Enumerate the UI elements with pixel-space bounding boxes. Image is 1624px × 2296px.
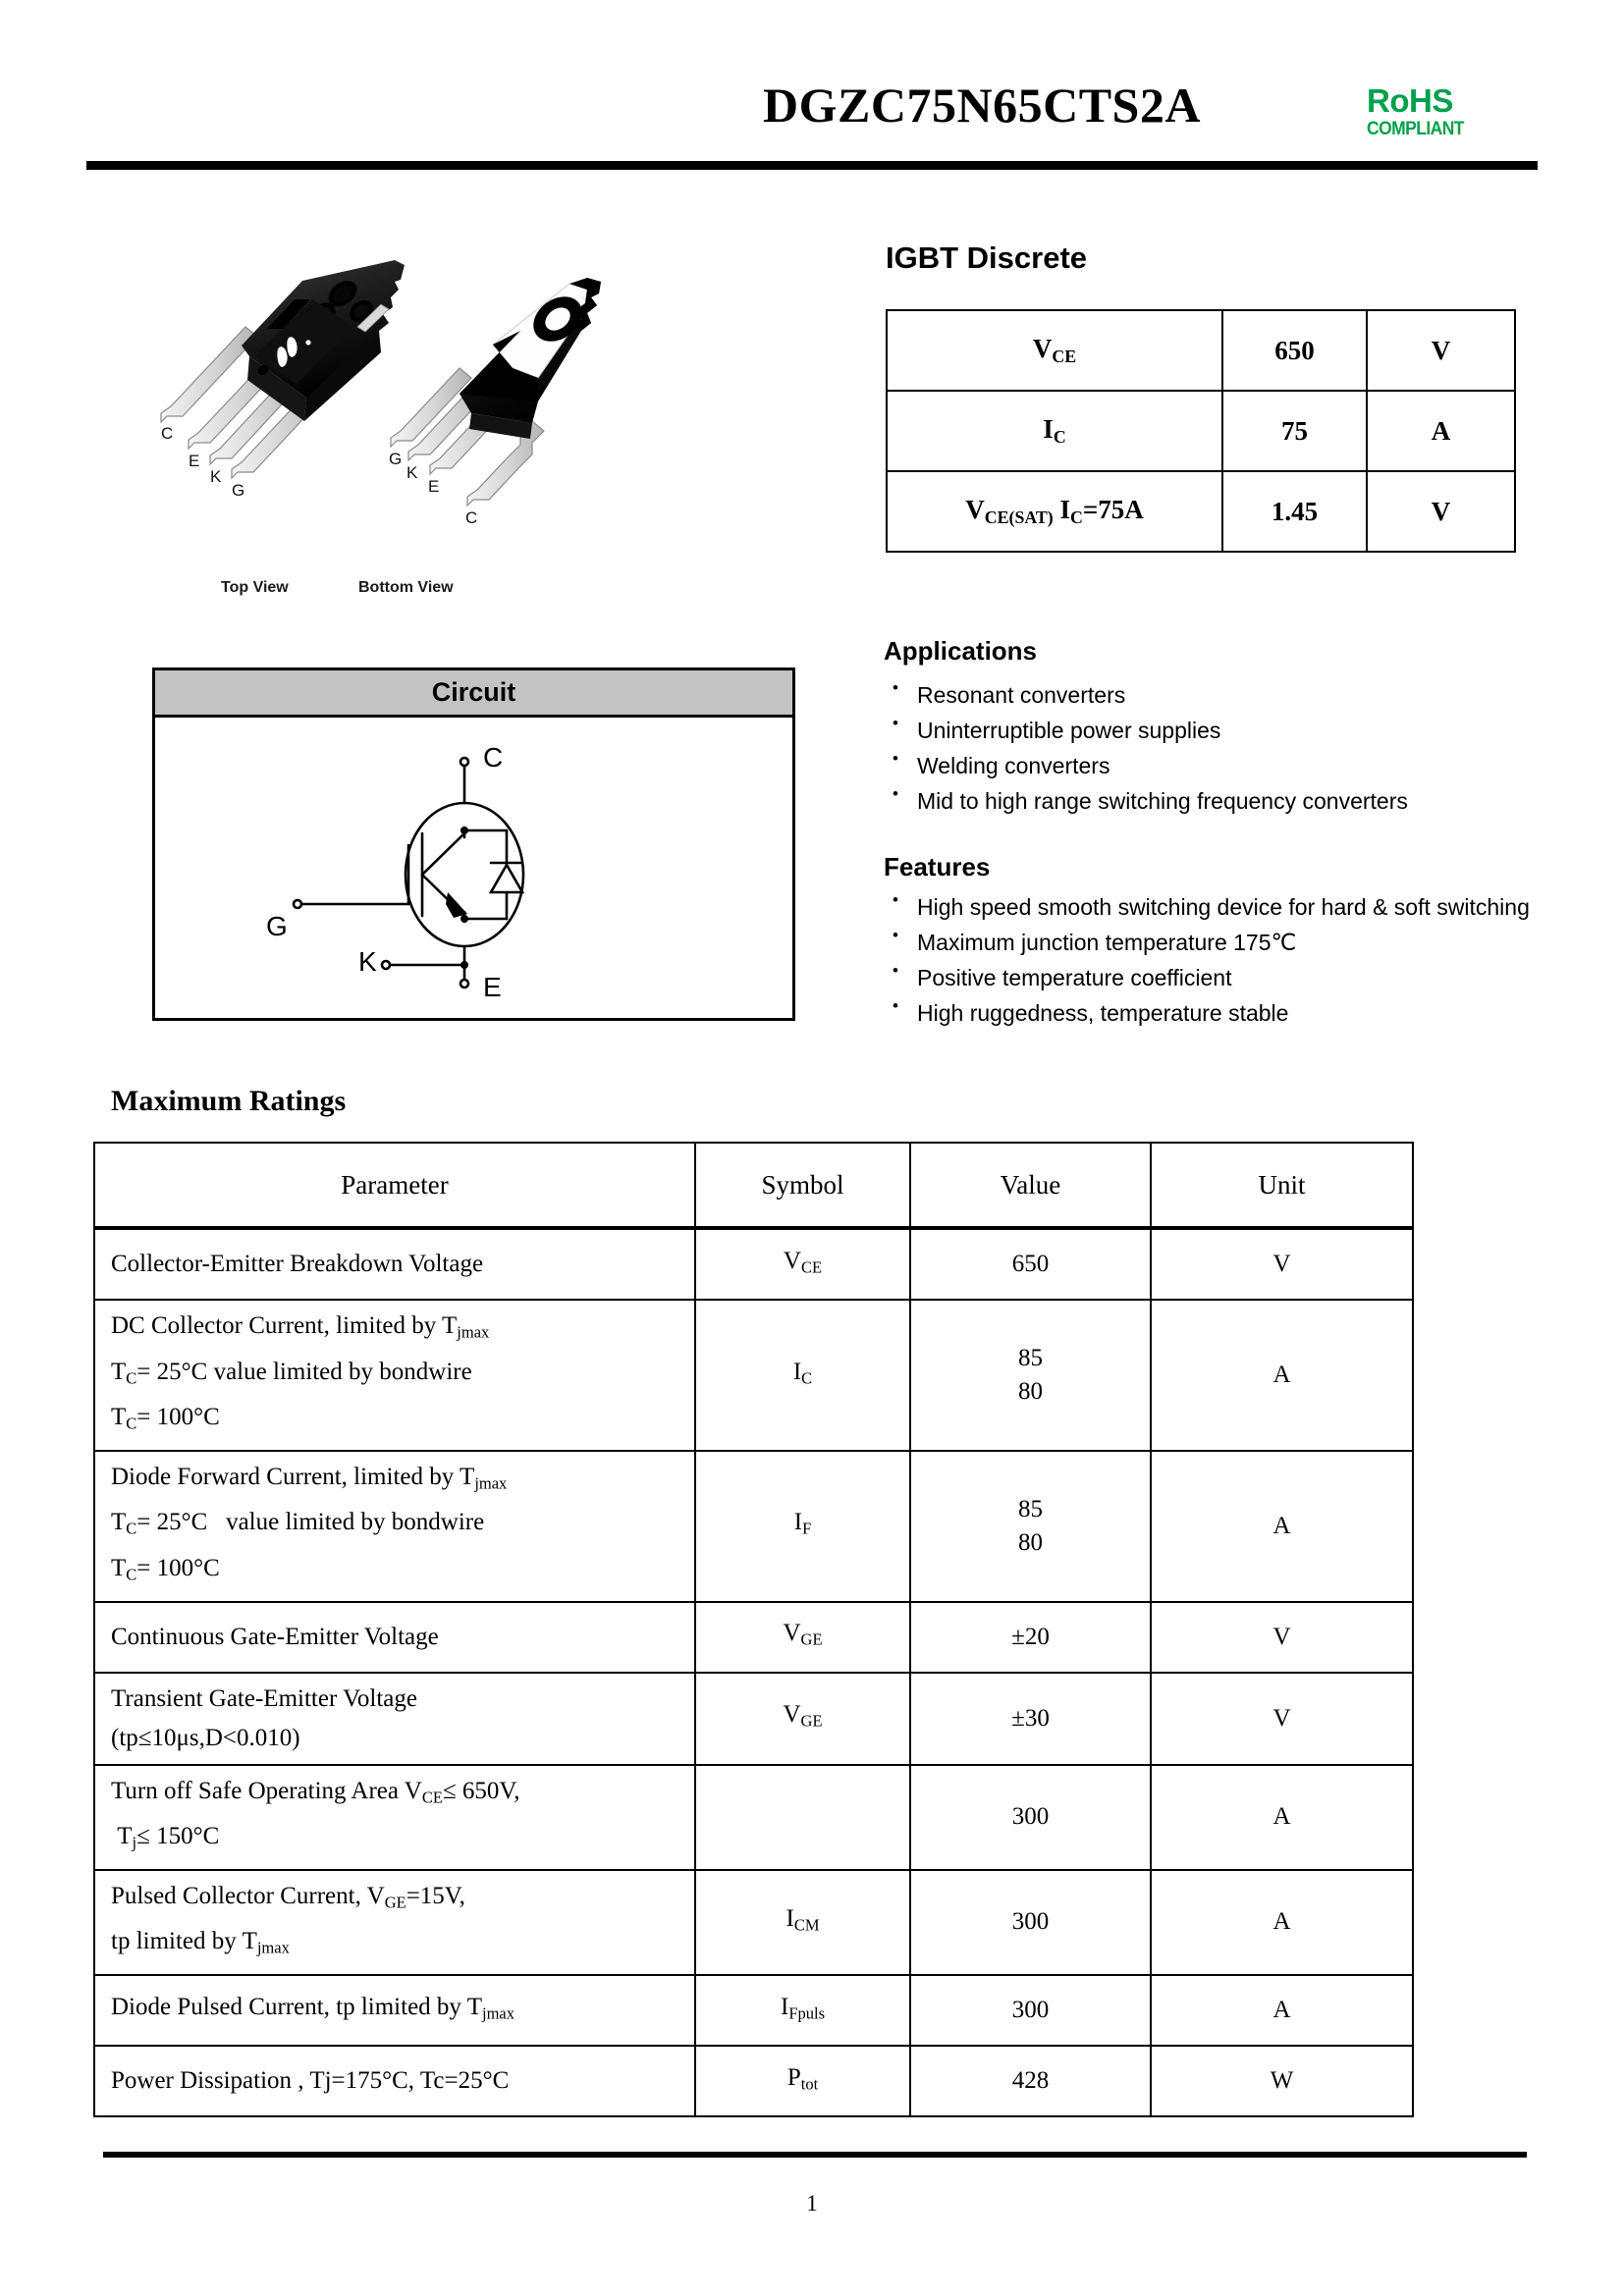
- rating-unit: A: [1151, 1975, 1413, 2046]
- rating-symbol: [695, 1300, 910, 1451]
- spec-symbol-main: I: [1043, 414, 1054, 444]
- param-line: $T_j\le 150^\circ C$: [111, 1823, 220, 1852]
- symbol-sub: CM: [793, 1915, 820, 1935]
- param-line: Collector-Emitter Breakdown Voltage: [111, 1251, 484, 1277]
- list-item: • Mid to high range switching frequency converters: [884, 785, 1561, 817]
- maximum-ratings-table: [93, 1142, 1414, 2117]
- spec-symbol-tail: I: [1053, 495, 1070, 524]
- table-row: [94, 1765, 1413, 1870]
- list-item: • Resonant converters: [884, 679, 1561, 711]
- rating-parameter: [94, 1975, 695, 2046]
- list-item: • Welding converters: [884, 750, 1561, 781]
- rating-unit: V: [1151, 1673, 1413, 1765]
- igbt-symbol: [155, 718, 792, 1021]
- list-item: • Uninterruptible power supplies: [884, 715, 1561, 746]
- param-line: (tp≤10μs,D<0.010): [111, 1724, 300, 1751]
- pin-label-bot-k: K: [406, 463, 418, 482]
- param-line: DC Collector Current, limited by $T_{jmax}$: [111, 1312, 490, 1342]
- spec-unit-ic: A: [1367, 391, 1515, 471]
- terminal-label-e: E: [483, 972, 502, 1002]
- param-line: $T_C= 25^\circ C$ value limited by bondwire: [111, 1358, 472, 1388]
- rating-parameter: [94, 1673, 695, 1765]
- list-item: • High speed smooth switching device for hard & soft switching: [884, 891, 1561, 923]
- spec-symbol-sub: CE: [1052, 346, 1077, 366]
- header-divider: [86, 161, 1538, 170]
- spec-symbol-sub: CE(SAT): [984, 507, 1054, 527]
- symbol-main: I: [792, 1358, 802, 1385]
- column-header-symbol: Symbol: [695, 1143, 910, 1228]
- symbol-sub: GE: [800, 1629, 823, 1649]
- rohs-compliant-label: COMPLIANT: [1367, 119, 1464, 139]
- param-line: $T_C= 100^\circ C$: [111, 1555, 220, 1584]
- rating-symbol: [695, 1975, 910, 2046]
- spec-symbol-tail2: =75A: [1082, 495, 1144, 524]
- rating-parameter: [94, 1765, 695, 1870]
- circuit-panel: [152, 667, 795, 1021]
- package-drawing: [147, 221, 609, 574]
- rating-parameter: [94, 1228, 695, 1300]
- spec-symbol-sub2: C: [1069, 507, 1083, 527]
- rating-unit: V: [1151, 1602, 1413, 1673]
- rating-symbol: [695, 1870, 910, 1975]
- column-header-unit: Unit: [1151, 1143, 1413, 1228]
- list-item: • High ruggedness, temperature stable: [884, 997, 1561, 1029]
- pin-label-bot-e: E: [428, 477, 440, 496]
- symbol-main: I: [780, 1993, 789, 2020]
- table-row: [94, 1673, 1413, 1765]
- top-view-caption: Top View: [221, 579, 289, 596]
- table-header-row: [94, 1143, 1413, 1228]
- spec-param-ic: [887, 391, 1222, 471]
- rohs-badge: [1367, 84, 1553, 141]
- rating-unit: A: [1151, 1765, 1413, 1870]
- param-line: $T_C= 25^\circ C$ value limited by bondwire: [111, 1509, 485, 1539]
- list-item: • Positive temperature coefficient: [884, 962, 1561, 993]
- rating-unit: W: [1151, 2046, 1413, 2116]
- spec-value-ic: 75: [1222, 391, 1367, 471]
- rating-unit: A: [1151, 1870, 1413, 1975]
- spec-param-vce: [887, 310, 1222, 391]
- maximum-ratings-heading: Maximum Ratings: [111, 1085, 347, 1117]
- rating-value: 428: [910, 2046, 1151, 2116]
- symbol-main: P: [786, 2063, 801, 2091]
- spec-unit-vce: V: [1367, 310, 1515, 391]
- circuit-diagram: [155, 718, 792, 1021]
- table-row: [887, 310, 1515, 391]
- symbol-sub: CE: [800, 1257, 823, 1277]
- symbol-main: V: [783, 1620, 801, 1647]
- param-line: Diode Pulsed Current, tp limited by $T_{jmax}$: [111, 1993, 514, 2023]
- symbol-sub: GE: [800, 1711, 823, 1731]
- spec-param-vcesat: [887, 471, 1222, 552]
- rating-parameter: [94, 1300, 695, 1451]
- table-row: [94, 1451, 1413, 1602]
- rating-value: 300: [910, 1975, 1151, 2046]
- rating-value: ±20: [910, 1602, 1151, 1673]
- rating-unit: A: [1151, 1451, 1413, 1602]
- rating-symbol: [695, 1228, 910, 1300]
- table-row: [94, 1602, 1413, 1673]
- bottom-view-caption: Bottom View: [358, 579, 454, 596]
- rating-unit: A: [1151, 1300, 1413, 1451]
- list-item: • Maximum junction temperature 175℃: [884, 927, 1561, 958]
- param-line: Transient Gate-Emitter Voltage: [111, 1684, 417, 1712]
- param-line: Pulsed Collector Current, $V_{GE}=15V$,: [111, 1882, 465, 1912]
- applications-heading: Applications: [884, 636, 1038, 666]
- rating-symbol: [695, 1602, 910, 1673]
- symbol-sub: F: [802, 1520, 812, 1539]
- product-heading: IGBT Discrete: [886, 240, 1088, 275]
- rating-symbol: [695, 2046, 910, 2116]
- package-illustration: [147, 221, 609, 574]
- symbol-main: I: [793, 1509, 803, 1536]
- table-row: [94, 1300, 1413, 1451]
- table-row: [94, 1228, 1413, 1300]
- rating-symbol: [695, 1451, 910, 1602]
- symbol-sub: tot: [800, 2074, 819, 2094]
- page-title: DGZC75N65CTS2A: [763, 78, 1201, 133]
- symbol-main: V: [783, 1247, 801, 1274]
- spec-value-vce: 650: [1222, 310, 1367, 391]
- page-number: 1: [806, 2191, 818, 2216]
- terminal-label-g: G: [266, 911, 288, 941]
- table-row: [887, 391, 1515, 471]
- spec-unit-vcesat: V: [1367, 471, 1515, 552]
- rohs-label: RoHS: [1367, 82, 1453, 119]
- rating-symbol: [695, 1765, 910, 1870]
- table-row: [94, 2046, 1413, 2116]
- features-heading: Features: [884, 852, 991, 881]
- param-line: tp limited by $T_{jmax}$: [111, 1928, 290, 1958]
- column-header-value: Value: [910, 1143, 1151, 1228]
- symbol-main: I: [785, 1905, 794, 1933]
- param-line: Continuous Gate-Emitter Voltage: [111, 1623, 439, 1650]
- terminal-label-c: C: [483, 742, 504, 773]
- rating-value: 650: [910, 1228, 1151, 1300]
- spec-symbol-main: V: [965, 495, 985, 524]
- footer-divider: [103, 2152, 1527, 2158]
- rating-value: 300: [910, 1870, 1151, 1975]
- param-line: $T_C= 100^\circ C$: [111, 1404, 220, 1433]
- applications-list: [884, 679, 1561, 821]
- symbol-main: V: [783, 1701, 801, 1729]
- rating-parameter: [94, 1602, 695, 1673]
- key-specs-table: [886, 309, 1516, 553]
- spec-symbol-main: V: [1032, 334, 1053, 363]
- rating-value: 300: [910, 1765, 1151, 1870]
- column-header-parameter: Parameter: [94, 1143, 695, 1228]
- terminal-label-k: K: [358, 946, 377, 977]
- rating-parameter: [94, 1451, 695, 1602]
- table-row: [94, 1975, 1413, 2046]
- symbol-sub: C: [801, 1368, 813, 1388]
- param-line: Turn off Safe Operating Area $V_{CE}\le 650V$,: [111, 1777, 520, 1807]
- param-line: Power Dissipation , Tj=175°C, Tc=25°C: [111, 2067, 510, 2095]
- pin-label-top-e: E: [189, 452, 200, 470]
- rating-symbol: [695, 1673, 910, 1765]
- pin-label-top-k: K: [210, 467, 222, 486]
- pin-label-bot-g: G: [389, 450, 403, 468]
- pin-label-bot-c: C: [465, 508, 478, 527]
- rating-parameter: [94, 1870, 695, 1975]
- rating-unit: V: [1151, 1228, 1413, 1300]
- circuit-title: Circuit: [155, 670, 792, 718]
- spec-symbol-sub: C: [1053, 426, 1066, 447]
- table-row: [94, 1870, 1413, 1975]
- rating-value: 85 80: [910, 1300, 1151, 1451]
- pin-label-top-g: G: [232, 481, 245, 500]
- spec-value-vcesat: 1.45: [1222, 471, 1367, 552]
- rating-parameter: [94, 2046, 695, 2116]
- pin-label-top-c: C: [161, 424, 174, 443]
- symbol-sub: Fpuls: [788, 2003, 825, 2023]
- rating-value: ±30: [910, 1673, 1151, 1765]
- features-list: [884, 891, 1561, 1033]
- rating-value: 85 80: [910, 1451, 1151, 1602]
- param-line: Diode Forward Current, limited by $T_{jmax}$: [111, 1463, 508, 1493]
- table-row: [887, 471, 1515, 552]
